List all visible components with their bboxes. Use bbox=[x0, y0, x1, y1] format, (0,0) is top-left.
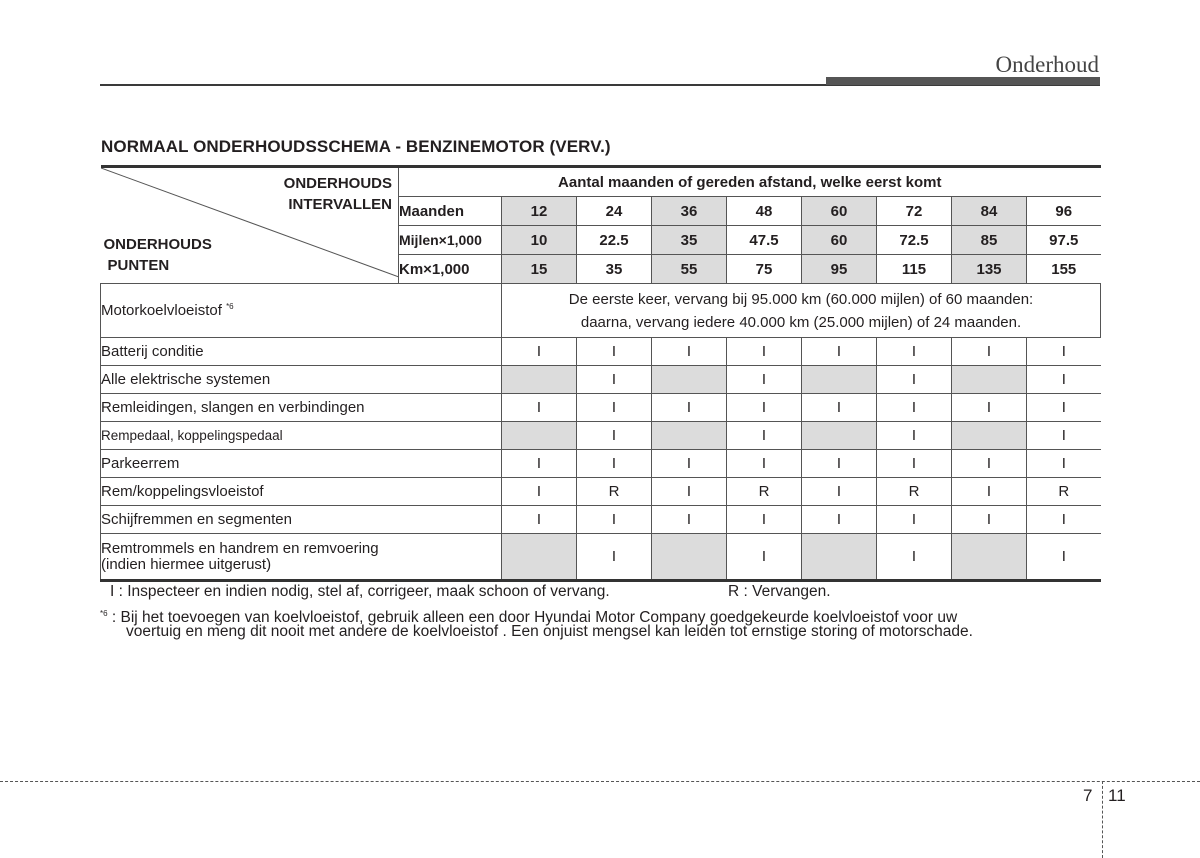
schedule-cell: I bbox=[802, 450, 877, 478]
schedule-cell: R bbox=[577, 478, 652, 506]
schedule-cell: I bbox=[577, 394, 652, 422]
schedule-cell: I bbox=[1027, 422, 1101, 450]
item-label: Alle elektrische systemen bbox=[101, 366, 502, 394]
schedule-cell: I bbox=[502, 394, 577, 422]
schedule-cell: I bbox=[502, 450, 577, 478]
schedule-cell: I bbox=[577, 506, 652, 534]
item-label-line2: (indien hiermee uitgerust) bbox=[101, 555, 272, 573]
schedule-cell bbox=[652, 366, 727, 394]
table-row bbox=[101, 366, 1101, 394]
page-chapter: 7 bbox=[1083, 786, 1093, 805]
corner-points-label bbox=[104, 234, 212, 276]
footnote-text: : Bij het toevoegen van koelvloeistof, gebruik alleen een door Hyundai Motor Company goedgekeurde koelvloeistof voor uw bbox=[107, 609, 958, 626]
schedule-cell: R bbox=[727, 478, 802, 506]
schedule-cell: I bbox=[727, 506, 802, 534]
months-value: 12 bbox=[502, 197, 577, 226]
months-value: 36 bbox=[652, 197, 727, 226]
table-row bbox=[101, 338, 1101, 366]
schedule-cell bbox=[952, 366, 1027, 394]
header-rule-accent bbox=[826, 77, 1100, 85]
footnote-line2: voertuig en meng dit nooit met andere de koelvloeistof . Een onjuist mengsel kan leiden tot ernstige storing of motorschade. bbox=[126, 623, 973, 640]
item-label: Rem/koppelingsvloeistof bbox=[101, 478, 502, 506]
coolant-note-line1: De eerste keer, vervang bij 95.000 km (60.000 mijlen) of 60 maanden: bbox=[568, 290, 1034, 308]
months-value: 72 bbox=[877, 197, 952, 226]
schedule-cell bbox=[952, 422, 1027, 450]
table-row bbox=[101, 478, 1101, 506]
miles-value: 72.5 bbox=[877, 226, 952, 255]
coolant-note-line2: daarna, vervang iedere 40.000 km (25.000 mijlen) of 24 maanden. bbox=[580, 313, 1022, 331]
schedule-cell: I bbox=[952, 338, 1027, 366]
corner-intervals-label bbox=[284, 173, 392, 215]
schedule-cell: I bbox=[1027, 366, 1101, 394]
miles-value: 97.5 bbox=[1027, 226, 1101, 255]
schedule-cell: I bbox=[652, 450, 727, 478]
schedule-cell bbox=[502, 366, 577, 394]
schedule-cell: I bbox=[727, 422, 802, 450]
schedule-cell bbox=[502, 422, 577, 450]
corner-bottom-line2: PUNTEN bbox=[107, 257, 170, 274]
table-row bbox=[101, 534, 1101, 581]
table-row bbox=[101, 422, 1101, 450]
schedule-cell: I bbox=[727, 366, 802, 394]
miles-value: 60 bbox=[802, 226, 877, 255]
row-label-miles: Mijlen×1,000 bbox=[399, 226, 502, 255]
schedule-cell: I bbox=[727, 394, 802, 422]
maintenance-schedule-table bbox=[100, 165, 1101, 582]
schedule-cell: R bbox=[877, 478, 952, 506]
schedule-cell: I bbox=[502, 478, 577, 506]
schedule-cell bbox=[652, 422, 727, 450]
schedule-cell bbox=[802, 422, 877, 450]
legend-inspect: I : Inspecteer en indien nodig, stel af, corrigeer, maak schoon of vervang. bbox=[110, 583, 610, 600]
schedule-cell: I bbox=[652, 394, 727, 422]
schedule-cell: I bbox=[502, 338, 577, 366]
schedule-cell: I bbox=[577, 338, 652, 366]
km-value: 15 bbox=[502, 255, 577, 284]
row-label-months: Maanden bbox=[399, 197, 502, 226]
schedule-cell: I bbox=[652, 478, 727, 506]
schedule-cell: I bbox=[1027, 394, 1101, 422]
km-value: 115 bbox=[877, 255, 952, 284]
item-label: Motorkoelvloeistof bbox=[101, 302, 222, 319]
schedule-cell: I bbox=[727, 450, 802, 478]
months-value: 48 bbox=[727, 197, 802, 226]
footer-dashed-divider bbox=[1102, 781, 1103, 858]
row-label-km: Km×1,000 bbox=[399, 255, 502, 284]
schedule-cell: I bbox=[1027, 506, 1101, 534]
item-label: Batterij conditie bbox=[101, 338, 502, 366]
footer-dashed-rule bbox=[0, 781, 1200, 782]
item-label: Parkeerrem bbox=[101, 450, 502, 478]
schedule-cell: I bbox=[652, 338, 727, 366]
item-label: Rempedaal, koppelingspedaal bbox=[101, 422, 502, 450]
schedule-cell: I bbox=[877, 338, 952, 366]
schedule-cell: I bbox=[727, 338, 802, 366]
schedule-cell: I bbox=[877, 422, 952, 450]
item-label bbox=[101, 534, 502, 581]
months-value: 24 bbox=[577, 197, 652, 226]
schedule-cell: I bbox=[1027, 534, 1101, 581]
table-row bbox=[101, 450, 1101, 478]
schedule-cell: I bbox=[877, 394, 952, 422]
schedule-cell: R bbox=[1027, 478, 1101, 506]
schedule-cell: I bbox=[802, 338, 877, 366]
schedule-cell: I bbox=[952, 506, 1027, 534]
footnote-marker: *6 bbox=[100, 609, 108, 618]
schedule-cell: I bbox=[802, 394, 877, 422]
page-header-title: Onderhoud bbox=[995, 52, 1099, 77]
km-value: 95 bbox=[802, 255, 877, 284]
schedule-cell: I bbox=[652, 506, 727, 534]
km-value: 55 bbox=[652, 255, 727, 284]
page-number: 11 bbox=[1108, 786, 1126, 805]
months-value: 60 bbox=[802, 197, 877, 226]
schedule-cell bbox=[652, 534, 727, 581]
table-corner-header bbox=[101, 167, 399, 284]
corner-top-line2: INTERVALLEN bbox=[288, 196, 392, 213]
miles-value: 47.5 bbox=[727, 226, 802, 255]
item-label-line1: Remtrommels en handrem en remvoering bbox=[101, 539, 379, 557]
km-value: 155 bbox=[1027, 255, 1101, 284]
interval-header: Aantal maanden of gereden afstand, welke eerst komt bbox=[399, 167, 1101, 197]
schedule-cell: I bbox=[577, 450, 652, 478]
months-value: 84 bbox=[952, 197, 1027, 226]
item-coolant bbox=[101, 284, 502, 338]
schedule-cell: I bbox=[877, 534, 952, 581]
item-label: Remleidingen, slangen en verbindingen bbox=[101, 394, 502, 422]
miles-value: 10 bbox=[502, 226, 577, 255]
miles-value: 35 bbox=[652, 226, 727, 255]
schedule-cell: I bbox=[577, 534, 652, 581]
legend-replace: R : Vervangen. bbox=[728, 583, 831, 600]
schedule-cell: I bbox=[502, 506, 577, 534]
months-value: 96 bbox=[1027, 197, 1101, 226]
schedule-cell bbox=[952, 534, 1027, 581]
schedule-cell: I bbox=[577, 366, 652, 394]
footnote-marker: *6 bbox=[226, 302, 234, 311]
corner-bottom-line1: ONDERHOUDS bbox=[103, 236, 212, 253]
coolant-note bbox=[502, 284, 1101, 338]
table-row bbox=[101, 506, 1101, 534]
schedule-cell: I bbox=[877, 366, 952, 394]
km-value: 135 bbox=[952, 255, 1027, 284]
schedule-cell: I bbox=[577, 422, 652, 450]
schedule-cell bbox=[502, 534, 577, 581]
miles-value: 85 bbox=[952, 226, 1027, 255]
schedule-cell: I bbox=[727, 534, 802, 581]
schedule-cell: I bbox=[1027, 338, 1101, 366]
schedule-cell bbox=[802, 534, 877, 581]
km-value: 75 bbox=[727, 255, 802, 284]
km-value: 35 bbox=[577, 255, 652, 284]
schedule-cell: I bbox=[877, 450, 952, 478]
item-label: Schijfremmen en segmenten bbox=[101, 506, 502, 534]
schedule-cell: I bbox=[1027, 450, 1101, 478]
miles-value: 22.5 bbox=[577, 226, 652, 255]
table-row bbox=[101, 394, 1101, 422]
schedule-cell: I bbox=[802, 506, 877, 534]
schedule-cell: I bbox=[877, 506, 952, 534]
corner-top-line1: ONDERHOUDS bbox=[283, 175, 392, 192]
schedule-cell: I bbox=[952, 450, 1027, 478]
schedule-cell: I bbox=[802, 478, 877, 506]
schedule-cell: I bbox=[952, 478, 1027, 506]
schedule-cell: I bbox=[952, 394, 1027, 422]
schedule-cell bbox=[802, 366, 877, 394]
section-title: NORMAAL ONDERHOUDSSCHEMA - BENZINEMOTOR (VERV.) bbox=[101, 137, 611, 156]
